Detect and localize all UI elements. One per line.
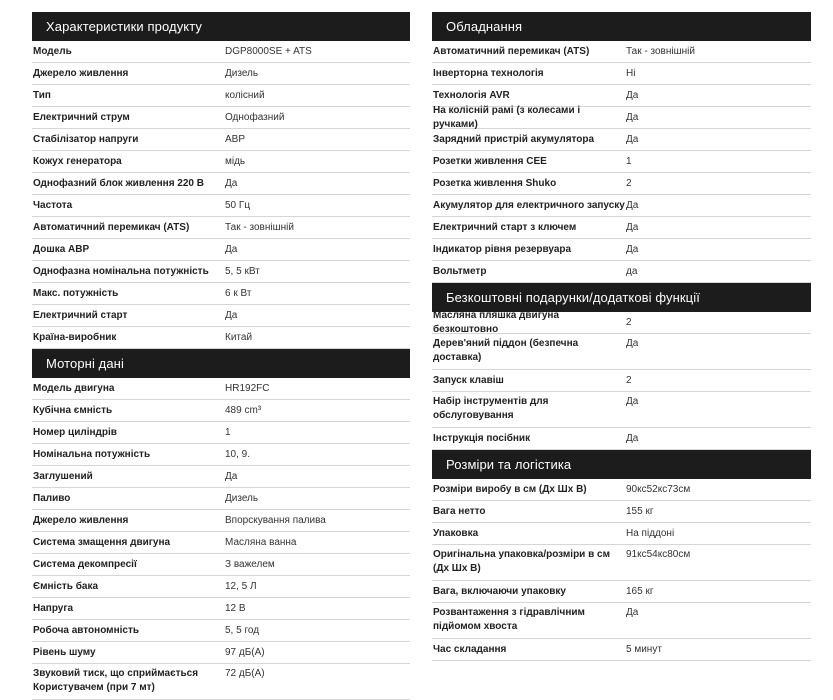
spec-value: З важелем <box>225 558 275 570</box>
spec-value: Да <box>225 470 238 482</box>
spec-key: Ємність бака <box>33 580 99 592</box>
spec-value: Да <box>225 177 238 189</box>
spec-key: Стабілізатор напруги <box>33 133 139 145</box>
spec-value: да <box>626 265 638 277</box>
spec-value: Да <box>626 199 639 211</box>
spec-value: 165 кг <box>626 585 654 597</box>
spec-key: Тип <box>33 89 51 101</box>
spec-key: Вольтметр <box>433 265 487 277</box>
spec-key: Електричний старт <box>33 309 128 321</box>
spec-row <box>432 151 811 173</box>
left-column <box>32 12 410 700</box>
spec-value: 12 В <box>225 602 246 614</box>
spec-row <box>432 428 811 450</box>
spec-row <box>32 510 410 532</box>
spec-value: Да <box>626 243 639 255</box>
section-equipment <box>432 12 811 283</box>
spec-key: Електричний старт з ключем <box>433 221 577 233</box>
spec-row <box>432 603 811 639</box>
spec-key: Масляна пляшка двигуна безкоштовно <box>433 309 560 335</box>
spec-value: 489 cm³ <box>225 404 262 416</box>
spec-value: 97 дБ(А) <box>225 646 265 658</box>
spec-key: Упаковка <box>433 527 479 539</box>
spec-key: Інструкція посібник <box>433 432 531 444</box>
spec-key: Джерело живлення <box>33 514 129 526</box>
spec-key: Рівень шуму <box>33 646 96 658</box>
spec-row <box>32 664 410 700</box>
spec-row <box>432 581 811 603</box>
spec-key: Вага, включаючи упаковку <box>433 585 566 597</box>
section-header: Моторні дані <box>32 349 410 378</box>
spec-key: Джерело живлення <box>33 67 129 79</box>
spec-key: Автоматичний перемикач (ATS) <box>433 45 590 57</box>
spec-value: Да <box>626 221 639 233</box>
spec-value: Да <box>626 89 639 101</box>
spec-key: Електричний струм <box>33 111 130 123</box>
spec-value: Да <box>626 607 639 618</box>
spec-value: 50 Гц <box>225 199 251 211</box>
spec-row <box>32 217 410 239</box>
spec-value: 2 <box>626 374 632 386</box>
spec-row <box>432 195 811 217</box>
spec-row <box>32 261 410 283</box>
spec-row <box>432 261 811 283</box>
spec-key: Вага нетто <box>433 505 486 517</box>
section-header: Розміри та логістика <box>432 450 811 479</box>
spec-key: На колісній рамі (з колесами і ручками) <box>433 104 581 130</box>
spec-key: Макс. потужність <box>33 287 119 299</box>
spec-key: Однофазний блок живлення 220 В <box>33 177 204 189</box>
spec-row <box>432 523 811 545</box>
spec-row <box>432 217 811 239</box>
section-header: Характеристики продукту <box>32 12 410 41</box>
section-dimensions-logistics <box>432 450 811 661</box>
spec-value: Масляна ванна <box>225 536 297 548</box>
spec-value: Да <box>626 432 639 444</box>
spec-key: Частота <box>33 199 73 211</box>
section-header: Безкоштовні подарунки/додаткові функції <box>432 283 811 312</box>
spec-key: Кожух генератора <box>33 155 122 167</box>
spec-key: Інверторна технологія <box>433 67 544 79</box>
spec-value: 1 <box>225 426 231 438</box>
spec-key: Дерев'яний піддон (безпечна доставка) <box>433 338 579 363</box>
spec-row <box>32 283 410 305</box>
spec-row <box>32 488 410 510</box>
spec-row <box>32 41 410 63</box>
spec-value: HR192FC <box>225 382 270 394</box>
spec-value: АВР <box>225 133 246 145</box>
spec-key: Кубічна ємність <box>33 404 113 416</box>
spec-key: Автоматичний перемикач (ATS) <box>33 221 190 233</box>
spec-row <box>432 639 811 661</box>
spec-row <box>432 479 811 501</box>
spec-key: Однофазна номінальна потужність <box>33 265 209 277</box>
spec-key: Акумулятор для електричного запуску <box>433 199 625 211</box>
spec-row <box>32 422 410 444</box>
section-free-gifts <box>432 283 811 450</box>
spec-key: Індикатор рівня резервуара <box>433 243 572 255</box>
spec-value: Впорскування палива <box>225 514 326 526</box>
spec-key: Система декомпресії <box>33 558 137 570</box>
spec-row <box>432 392 811 428</box>
spec-row <box>32 239 410 261</box>
spec-key: Час складання <box>433 643 507 655</box>
spec-row <box>432 129 811 151</box>
spec-key: Розетки живлення CEE <box>433 155 547 167</box>
spec-key: Набір інструментів для обслуговування <box>433 396 549 421</box>
spec-value: Дизель <box>225 67 259 79</box>
spec-row <box>32 466 410 488</box>
spec-row <box>432 370 811 392</box>
spec-row <box>32 532 410 554</box>
spec-value: Да <box>626 396 639 407</box>
spec-row <box>432 501 811 523</box>
spec-value: 6 к Вт <box>225 287 252 299</box>
spec-value: DGP8000SE + ATS <box>225 45 312 57</box>
spec-value: 5, 5 кВт <box>225 265 260 277</box>
spec-key: Система змащення двигуна <box>33 536 171 548</box>
spec-row <box>432 41 811 63</box>
spec-value: Так - зовнішній <box>225 221 294 233</box>
spec-key: Розетка живлення Shuko <box>433 177 557 189</box>
spec-row <box>32 642 410 664</box>
spec-key: Номінальна потужність <box>33 448 151 460</box>
spec-key: Технологія AVR <box>433 89 510 101</box>
spec-row <box>432 173 811 195</box>
spec-key: Модель <box>33 45 72 57</box>
spec-key: Робоча автономність <box>33 624 140 636</box>
spec-row <box>32 195 410 217</box>
spec-row <box>32 400 410 422</box>
spec-value: колісний <box>225 89 265 101</box>
spec-key: Модель двигуна <box>33 382 115 394</box>
spec-key: Зарядний пристрій акумулятора <box>433 133 595 145</box>
spec-row <box>32 151 410 173</box>
spec-row <box>432 309 811 335</box>
spec-row <box>432 104 811 130</box>
spec-row <box>432 63 811 85</box>
spec-row <box>32 63 410 85</box>
spec-value: Да <box>626 338 639 349</box>
spec-row <box>32 129 410 151</box>
spec-value: 10, 9. <box>225 448 251 460</box>
spec-value: 72 дБ(А) <box>225 668 265 679</box>
spec-row <box>32 444 410 466</box>
spec-value: мідь <box>225 155 246 167</box>
spec-value: Да <box>225 309 238 321</box>
spec-row <box>32 85 410 107</box>
spec-key: Дошка АВР <box>33 243 90 255</box>
spec-value: Китай <box>225 331 253 343</box>
spec-key: Країна-виробник <box>33 331 117 343</box>
section-header: Обладнання <box>432 12 811 41</box>
spec-value: Однофазний <box>225 111 285 123</box>
spec-row <box>32 576 410 598</box>
spec-value: 2 <box>626 316 632 328</box>
spec-row <box>432 545 811 581</box>
spec-key: Оригінальна упаковка/розміри в см (Дх Шх В) <box>433 549 610 574</box>
spec-row <box>32 327 410 349</box>
spec-row <box>432 239 811 261</box>
spec-row <box>32 378 410 400</box>
section-product-characteristics <box>32 12 410 349</box>
spec-row <box>32 305 410 327</box>
spec-value: 2 <box>626 177 632 189</box>
spec-row <box>432 334 811 370</box>
spec-value: На піддоні <box>626 527 675 539</box>
section-engine-data <box>32 349 410 700</box>
spec-row <box>32 620 410 642</box>
spec-value: 91кс54кс80см <box>626 549 691 560</box>
spec-value: Да <box>626 133 639 145</box>
spec-value: Так - зовнішній <box>626 45 695 57</box>
spec-key: Звуковий тиск, що сприймається Користувачем (при 7 мт) <box>33 668 199 693</box>
spec-row <box>32 173 410 195</box>
spec-key: Заглушений <box>33 470 93 482</box>
spec-value: Дизель <box>225 492 259 504</box>
spec-value: 90кс52кс73см <box>626 483 691 495</box>
spec-value: Да <box>626 111 639 123</box>
spec-value: 1 <box>626 155 632 167</box>
spec-key: Напруга <box>33 602 74 614</box>
spec-key: Номер циліндрів <box>33 426 117 438</box>
spec-value: 5, 5 год <box>225 624 260 636</box>
spec-key: Розвантаження з гідравлічним підйомом хвоста <box>433 607 585 632</box>
right-column <box>432 12 811 661</box>
spec-value: Ні <box>626 67 636 79</box>
spec-key: Паливо <box>33 492 71 504</box>
spec-value: 155 кг <box>626 505 654 517</box>
spec-value: 12, 5 Л <box>225 580 257 592</box>
spec-row <box>32 598 410 620</box>
spec-key: Запуск клавіш <box>433 374 504 386</box>
spec-value: 5 минут <box>626 643 662 655</box>
spec-value: Да <box>225 243 238 255</box>
spec-row <box>32 554 410 576</box>
spec-row <box>32 107 410 129</box>
spec-key: Розміри виробу в см (Дх Шх В) <box>433 483 587 495</box>
